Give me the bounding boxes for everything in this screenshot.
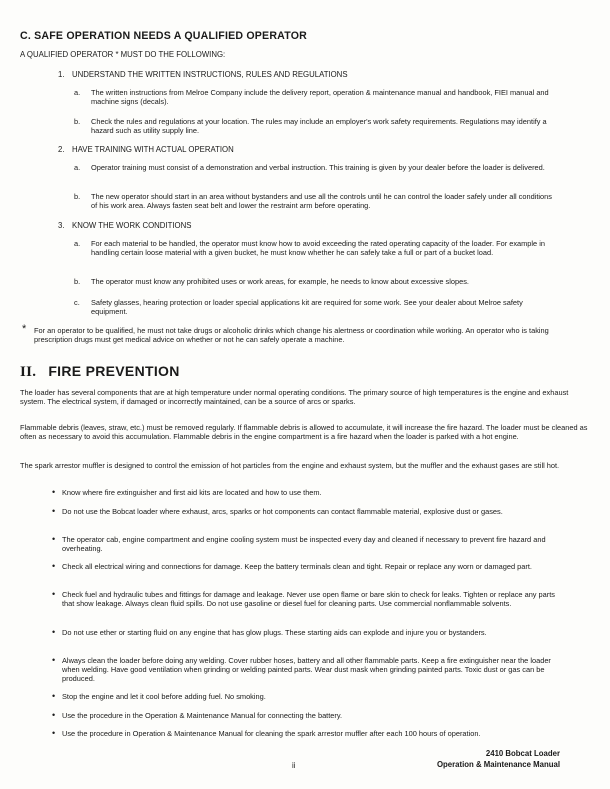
bullet-icon: • [52, 561, 56, 571]
bullet-text: Check fuel and hydraulic tubes and fittings for damage and leakage. Never use open flame or bare skin to check for leaks. Tighten or replace any parts that show leakage. Always clean fluid spills. Do not use gasoline or diesel fuel for cleaning parts. Use commercial nonflammable solvents. [62, 590, 555, 608]
item-letter: a. [74, 88, 81, 97]
item-letter: a. [74, 239, 81, 248]
group-2-heading [58, 145, 234, 154]
section-c-intro: A QUALIFIED OPERATOR * MUST DO THE FOLLOWING: [20, 50, 226, 59]
item-text: The written instructions from Melroe Company include the delivery report, operation & maintenance manual and handbook, FIEI manual and machine signs (decals). [91, 88, 549, 106]
bullet-icon: • [52, 627, 56, 637]
bullet-text: Do not use the Bobcat loader where exhaust, arcs, sparks or hot components can contact flammable material, explosive dust or gases. [62, 507, 503, 516]
item-text: Check the rules and regulations at your location. The rules may include an employer's work safety requirements. Regulations may identify a hazard such as utility supply line. [91, 117, 547, 135]
footnote [22, 323, 562, 344]
bullet-text: Stop the engine and let it cool before adding fuel. No smoking. [62, 692, 266, 701]
bullet-text: The operator cab, engine compartment and engine cooling system must be inspected every day and cleaned if necessary to prevent fire hazard and overheating. [62, 535, 546, 553]
list-item [74, 192, 560, 210]
footnote-text: For an operator to be qualified, he must not take drugs or alcoholic drinks which change his alertness or coordination while working. An operator who is taking prescription drugs must get medical advice on whether or not he can safely operate a machine. [34, 326, 549, 344]
item-text: The new operator should start in an area without bystanders and use all the controls until he can control the loader safely under all conditions of his work area. Always fasten seat belt and lower the restraint arm before operating. [91, 192, 552, 210]
list-item [74, 239, 560, 257]
bullet-icon: • [52, 710, 56, 720]
bullet-icon: • [52, 655, 56, 665]
list-item [74, 298, 560, 316]
item-text: Operator training must consist of a demonstration and verbal instruction. This training is given by your dealer before the loader is delivered. [91, 163, 545, 172]
group-1-heading [58, 70, 348, 79]
group-heading-text: KNOW THE WORK CONDITIONS [72, 221, 192, 230]
page-number: ii [292, 761, 296, 770]
bullet-text: Always clean the loader before doing any welding. Cover rubber hoses, battery and all other flammable parts. Keep a fire extinguisher near the loader when welding. Have good ventilation when grinding or welding painted parts. Wear dust mask when grinding painted parts. Toxic dust or gas can be produced. [62, 656, 551, 683]
paragraph: The loader has several components that are at high temperature under normal operating conditions. The primary source of high temperatures is the engine and exhaust system. The electrical system, if damaged or incorrectly maintained, can be a source of arcs or sparks. [20, 388, 569, 406]
bullet-icon: • [52, 487, 56, 497]
footer-model: 2410 Bobcat Loader [485, 749, 560, 758]
section-title-text: FIRE PREVENTION [48, 363, 180, 379]
bullet-text: Check all electrical wiring and connections for damage. Keep the battery terminals clean and tight. Repair or replace any worn or damaged part. [62, 562, 532, 571]
bullet-icon: • [52, 589, 56, 599]
bullet-item [52, 627, 562, 637]
bullet-item [52, 710, 562, 720]
asterisk-icon: * [22, 323, 27, 335]
item-letter: b. [74, 277, 81, 286]
item-letter: c. [74, 298, 80, 307]
bullet-item [52, 691, 562, 701]
item-letter: b. [74, 117, 81, 126]
group-heading-text: HAVE TRAINING WITH ACTUAL OPERATION [72, 145, 234, 154]
group-number: 3. [58, 221, 65, 230]
group-number: 2. [58, 145, 65, 154]
bullet-item [52, 487, 562, 497]
bullet-icon: • [52, 506, 56, 516]
section-roman-numeral: II. [20, 364, 37, 380]
bullet-icon: • [52, 728, 56, 738]
bullet-icon: • [52, 534, 56, 544]
bullet-item [52, 728, 562, 738]
section-ii-title [20, 363, 180, 381]
paragraph: Flammable debris (leaves, straw, etc.) must be removed regularly. If flammable debris is allowed to accumulate, it will increase the fire hazard. The loader must be cleaned as often as necessary to avoid this accumulation. Flammable debris in the engine compartment is a fire hazard when the loader is parked with a hot engine. [20, 423, 588, 441]
bullet-item [52, 655, 562, 683]
bullet-item [52, 561, 562, 571]
bullet-text: Use the procedure in the Operation & Maintenance Manual for connecting the battery. [62, 711, 343, 720]
bullet-text: Use the procedure in Operation & Maintenance Manual for cleaning the spark arrestor muffler after each 100 hours of operation. [62, 729, 481, 738]
item-text: For each material to be handled, the operator must know how to avoid exceeding the rated operating capacity of the loader. For example in handling certain loose material with a given bucket, he must know whether he can safely take a full or part of a bucket load. [91, 239, 545, 257]
bullet-text: Do not use ether or starting fluid on any engine that has glow plugs. These starting aids can explode and injure you or bystanders. [62, 628, 487, 637]
list-item [74, 117, 560, 135]
paragraph: The spark arrestor muffler is designed to control the emission of hot particles from the engine and exhaust system, but the muffler and the exhaust gases are still hot. [20, 461, 560, 470]
group-number: 1. [58, 70, 65, 79]
bullet-item [52, 589, 562, 608]
item-letter: b. [74, 192, 81, 201]
section-c-title: C. SAFE OPERATION NEEDS A QUALIFIED OPERATOR [20, 30, 308, 42]
footer-manual-title: Operation & Maintenance Manual [436, 760, 560, 769]
bullet-icon: • [52, 691, 56, 701]
bullet-item [52, 506, 562, 516]
list-item [74, 277, 560, 286]
bullet-item [52, 534, 562, 553]
item-text: Safety glasses, hearing protection or loader special applications kit are required for some work. See your dealer about Melroe safety equipment. [91, 298, 523, 316]
list-item [74, 163, 560, 172]
item-letter: a. [74, 163, 81, 172]
item-text: The operator must know any prohibited uses or work areas, for example, he needs to know about excessive slopes. [91, 277, 469, 286]
bullet-text: Know where fire extinguisher and first aid kits are located and how to use them. [62, 488, 322, 497]
group-heading-text: UNDERSTAND THE WRITTEN INSTRUCTIONS, RULES AND REGULATIONS [72, 70, 348, 79]
list-item [74, 88, 560, 106]
group-3-heading [58, 221, 191, 230]
